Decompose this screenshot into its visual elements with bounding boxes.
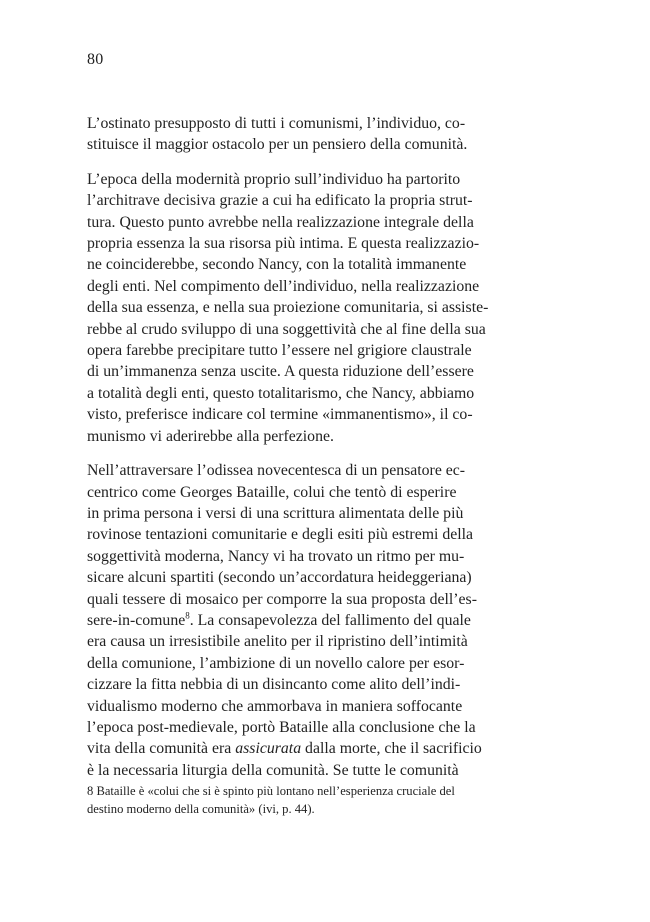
text-line: l’epoca post-medievale, portò Bataille alla conclusione che la (87, 718, 476, 736)
text-line: tura. Questo punto avrebbe nella realizzazione integrale della (87, 213, 474, 231)
text-line: munismo vi aderirebbe alla perfezione. (87, 427, 334, 445)
text-line: di un’immanenza senza uscite. A questa riduzione dell’essere (87, 363, 474, 381)
text-line: della sua essenza, e nella sua proiezione comunitaria, si assiste- (87, 299, 489, 317)
text-line: soggettività moderna, Nancy vi ha trovato un ritmo per mu- (87, 547, 465, 565)
text-line: rovinose tentazioni comunitarie e degli esiti più estremi della (87, 526, 474, 544)
text-segment: sere-in-comune (87, 611, 186, 629)
text-line: ne coinciderebbe, secondo Nancy, con la totalità immanente (87, 256, 467, 274)
text-line: L’epoca della modernità proprio sull’individuo ha partorito (87, 170, 461, 188)
paragraph-1 (87, 113, 519, 156)
text-line: Nell’attraversare l’odissea novecentesca di un pensatore ec- (87, 462, 466, 480)
paragraph-3 (87, 460, 519, 781)
text-line: centrico come Georges Bataille, colui che tentò di esperire (87, 483, 457, 501)
text-line: è la necessaria liturgia della comunità. Se tutte le comunità (87, 761, 459, 779)
text-line: visto, preferisce indicare col termine «immanentismo», il co- (87, 406, 473, 424)
text-line: rebbe al crudo sviluppo di una soggettività che al fine della sua (87, 320, 486, 338)
text-line: cizzare la fitta nebbia di un disincanto come alito dell’indi- (87, 676, 461, 694)
text-line: degli enti. Nel compimento dell’individuo, nella realizzazione (87, 277, 480, 295)
paragraph-2 (87, 169, 519, 447)
footnote (87, 782, 519, 818)
text-segment: . La consapevolezza del fallimento del quale (189, 611, 471, 629)
text-line: a totalità degli enti, questo totalitarismo, che Nancy, abbiamo (87, 384, 475, 402)
text-line: in prima persona i versi di una scrittura alimentata delle più (87, 504, 464, 522)
text-line: L’ostinato presupposto di tutti i comunismi, l’individuo, co- (87, 115, 466, 132)
text-line: propria essenza la sua risorsa più intima. E questa realizzazio- (87, 235, 480, 253)
footnote-reference[interactable]: 8 (185, 610, 190, 621)
text-line: della comunione, l’ambizione di un novello calore per esor- (87, 654, 465, 672)
text-line: l’architrave decisiva grazie a cui ha edificato la propria strut- (87, 192, 473, 210)
text-line: quali tessere di mosaico per comporre la sua proposta dell’es- (87, 590, 477, 608)
text-line: vidualismo moderno che ammorbava in maniera soffocante (87, 697, 463, 715)
footnote-line: 8 Bataille è «colui che si è spinto più lontano nell’esperienza cruciale del (87, 784, 455, 798)
text-line: stituisce il maggior ostacolo per un pensiero della comunità. (87, 136, 468, 154)
footnote-line: destino moderno della comunità» (ivi, p. 44). (87, 802, 315, 816)
text-segment: vita della comunità era (87, 740, 236, 758)
text-segment: dalla morte, che il sacrificio (301, 740, 482, 758)
text-line: opera farebbe precipitare tutto l’essere nel grigiore claustrale (87, 342, 472, 360)
text-line-with-footnote-ref (87, 610, 519, 631)
text-line: sicare alcuni spartiti (secondo un’accordatura heideggeriana) (87, 569, 472, 587)
page-number: 80 (87, 51, 104, 68)
italic-word: assicurata (235, 740, 302, 758)
body-text (87, 113, 519, 794)
text-line-with-italic (87, 738, 519, 759)
text-line: era causa un irresistibile anelito per il ripristino dell’intimità (87, 633, 468, 651)
